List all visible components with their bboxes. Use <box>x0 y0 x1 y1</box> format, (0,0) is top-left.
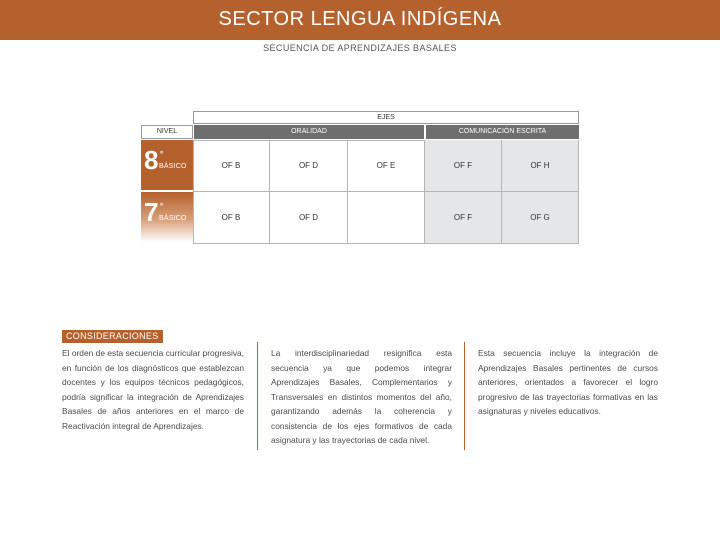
level-badge-8 <box>141 140 193 190</box>
oralidad-header: ORALIDAD <box>194 125 424 139</box>
table-cell: OF F <box>425 192 502 244</box>
table-cell <box>348 192 425 244</box>
table-cell: OF H <box>502 140 579 192</box>
ejes-header: EJES <box>193 111 579 124</box>
considerations-label: CONSIDERACIONES <box>62 330 163 343</box>
table-cell: OF B <box>193 192 270 244</box>
column-divider <box>257 342 258 450</box>
level-number: 8 <box>144 145 159 175</box>
level-badge-7 <box>141 192 193 242</box>
table-cell: OF G <box>502 192 579 244</box>
table-cell: OF D <box>270 192 348 244</box>
table-cell: OF D <box>270 140 348 192</box>
page-subtitle: SECUENCIA DE APRENDIZAJES BASALES <box>263 43 457 53</box>
considerations-column-1: El orden de esta secuencia curricular progresiva, en función de los diagnósticos que establezcan docentes y los equipos técnicos pedagógicos, podría significar la integración de Aprendizajes Basales de años anteriores en el marco de Reactivación integral de Aprendizajes. <box>62 348 244 431</box>
comunicacion-escrita-header: COMUNICACIÓN ESCRITA <box>426 125 579 139</box>
considerations-column-2: La interdisciplinariedad resignifica esta secuencia ya que podemos integrar Aprendizajes Basales, Complementarios y Transversales en distintos momentos del año, garantizando además la coherencia y consistencia de los ejes formativos de cada asignatura y las trayectorias de cada nivel. <box>271 348 452 445</box>
table-cell: OF E <box>348 140 425 192</box>
level-basico: BÁSICO <box>159 215 187 222</box>
page-title: SECTOR LENGUA INDÍGENA <box>218 8 502 30</box>
level-basico: BÁSICO <box>159 163 187 170</box>
column-divider <box>464 342 465 450</box>
level-degree: ° <box>160 150 164 159</box>
table-cell: OF F <box>425 140 502 192</box>
level-number: 7 <box>144 197 159 227</box>
nivel-header: NIVEL <box>141 125 193 139</box>
considerations-column-3: Esta secuencia incluye la integración de Aprendizajes Basales pertinentes de cursos anteriores, orientados a favorecer el logro progresivo de las trayectorias formativas en las asignaturas y niveles educativos. <box>478 348 658 416</box>
level-degree: ° <box>160 202 164 211</box>
table-cell: OF B <box>193 140 270 192</box>
